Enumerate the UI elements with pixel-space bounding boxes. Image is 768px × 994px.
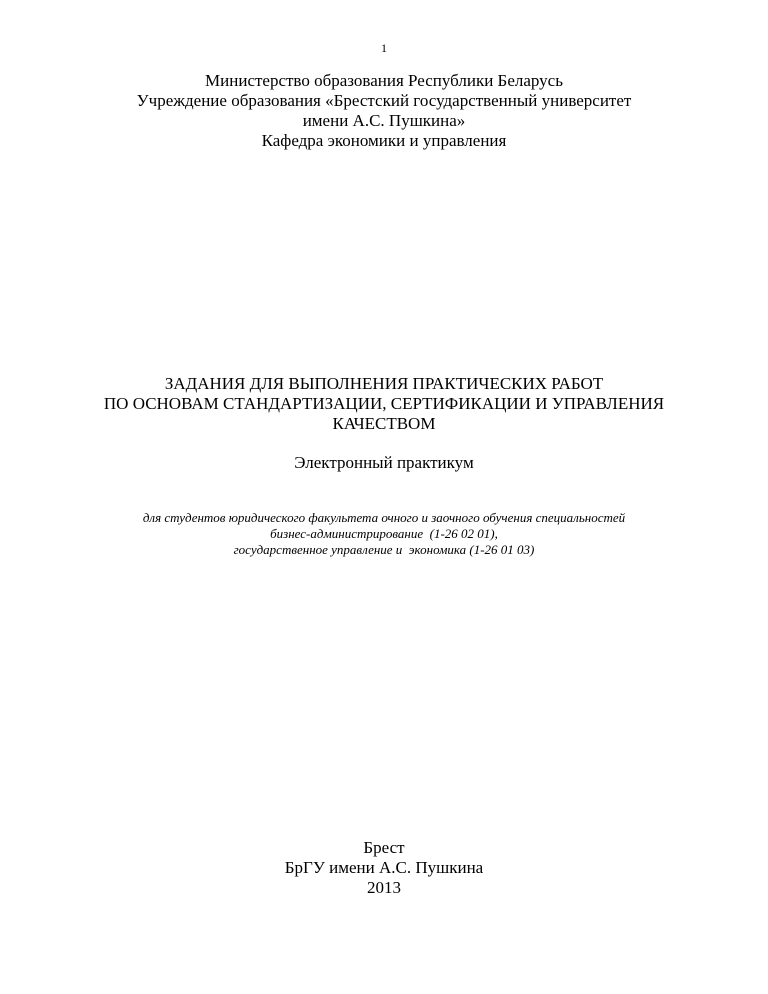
publisher-name: БрГУ имени А.С. Пушкина — [284, 858, 484, 877]
audience-line-2: бизнес-администрирование (1-26 02 01), — [270, 526, 498, 541]
audience-description — [0, 510, 768, 558]
document-title — [0, 374, 768, 434]
publication-year: 2013 — [367, 878, 401, 897]
audience-line-3: государственное управление и экономика (1-26 01 03) — [233, 542, 535, 557]
title-line-2: ПО ОСНОВАМ СТАНДАРТИЗАЦИИ, СЕРТИФИКАЦИИ И УПРАВЛЕНИЯ — [103, 394, 665, 413]
publication-info — [0, 838, 768, 898]
audience-line-1: для студентов юридического факультета очного и заочного обучения специальностей — [142, 510, 626, 525]
ministry-line: Министерство образования Республики Беларусь — [205, 71, 563, 90]
page-number: 1 — [381, 41, 387, 55]
institution-name-line: имени А.С. Пушкина» — [302, 111, 466, 130]
title-line-1: ЗАДАНИЯ ДЛЯ ВЫПОЛНЕНИЯ ПРАКТИЧЕСКИХ РАБОТ — [164, 374, 604, 393]
institution-header — [0, 71, 768, 151]
department-line: Кафедра экономики и управления — [261, 131, 507, 150]
publication-city: Брест — [363, 838, 405, 857]
institution-line: Учреждение образования «Брестский государственный университет — [136, 91, 632, 110]
title-line-3: КАЧЕСТВОМ — [332, 414, 436, 433]
document-subtitle: Электронный практикум — [294, 453, 474, 472]
